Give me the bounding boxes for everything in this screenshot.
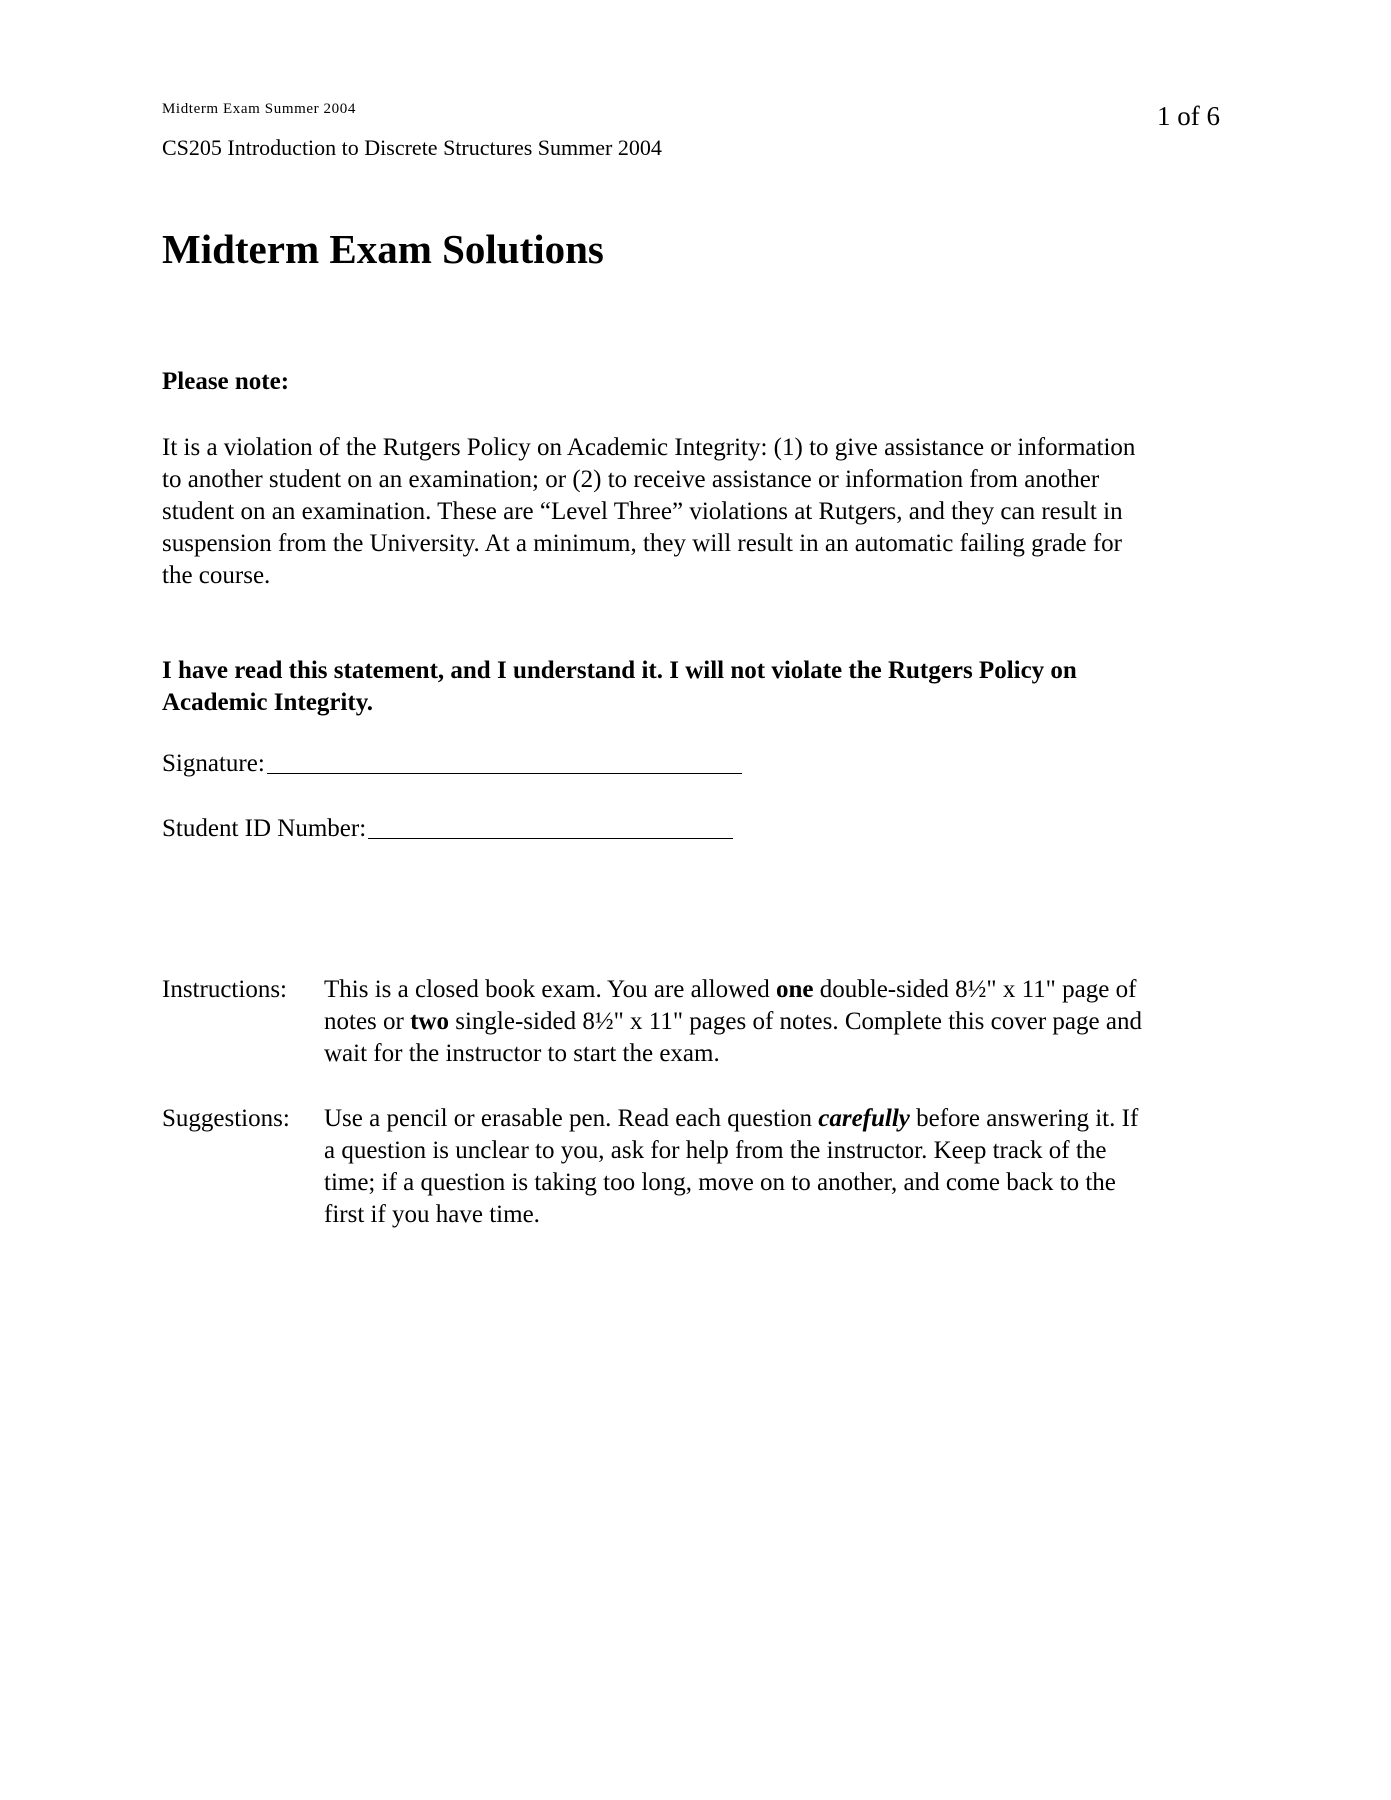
emphasis-carefully: carefully: [818, 1105, 910, 1132]
running-head: Midterm Exam Summer 2004: [162, 101, 356, 117]
instructions-body: [324, 974, 1244, 1070]
policy-line: suspension from the University. At a minimum, they will result in an automatic failing grade for: [162, 530, 1122, 557]
pledge-line: I have read this statement, and I understand it. I will not violate the Rutgers Policy on: [162, 657, 1077, 684]
pledge-statement: [162, 655, 1077, 719]
policy-line: to another student on an examination; or (2) to receive assistance or information from another: [162, 466, 1100, 493]
suggestions-line: time; if a question is taking too long, move on to another, and come back to the: [324, 1169, 1116, 1196]
student-id-line[interactable]: [368, 816, 733, 839]
suggestions-line: first if you have time.: [324, 1201, 540, 1228]
policy-line: the course.: [162, 562, 271, 589]
student-id-field: [162, 815, 733, 843]
instructions-line: notes or two single-sided 8½" x 11" pages of notes. Complete this cover page and: [324, 1008, 1142, 1035]
signature-line[interactable]: [267, 751, 742, 774]
signature-label: Signature:: [162, 750, 265, 777]
note-heading: Please note:: [162, 368, 290, 395]
signature-field: [162, 750, 742, 778]
course-title: CS205 Introduction to Discrete Structures Summer 2004: [162, 135, 662, 160]
page-title: Midterm Exam Solutions: [162, 226, 604, 272]
instructions-line: wait for the instructor to start the exam.: [324, 1040, 720, 1067]
suggestions-body: [324, 1103, 1244, 1231]
policy-line: student on an examination. These are “Level Three” violations at Rutgers, and they can result in: [162, 498, 1123, 525]
student-id-label: Student ID Number:: [162, 815, 367, 842]
page-number: 1 of 6: [1157, 101, 1220, 131]
instructions-label: Instructions:: [162, 976, 287, 1003]
instructions-line: This is a closed book exam. You are allowed one double-sided 8½" x 11" page of: [324, 976, 1137, 1003]
policy-line: It is a violation of the Rutgers Policy on Academic Integrity: (1) to give assistance or information: [162, 434, 1136, 461]
suggestions-line: Use a pencil or erasable pen. Read each question carefully before answering it. If: [324, 1105, 1139, 1132]
policy-paragraph: [162, 432, 1224, 592]
emphasis-one: one: [776, 976, 814, 1003]
pledge-line: Academic Integrity.: [162, 689, 374, 716]
suggestions-label: Suggestions:: [162, 1105, 290, 1132]
suggestions-line: a question is unclear to you, ask for help from the instructor. Keep track of the: [324, 1137, 1107, 1164]
emphasis-two: two: [410, 1008, 449, 1035]
